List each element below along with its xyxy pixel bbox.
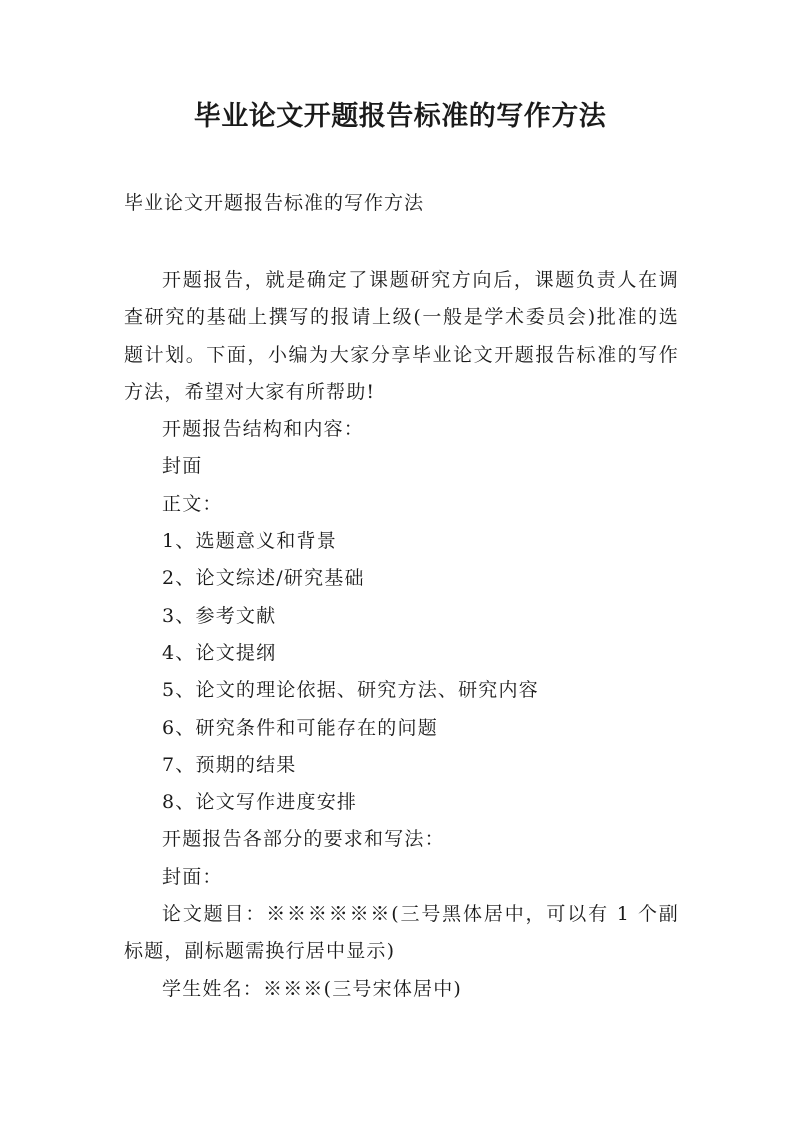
document-subtitle: 毕业论文开题报告标准的写作方法 xyxy=(124,192,425,214)
list-item: 4、论文提纲 xyxy=(162,641,277,664)
list-item: 7、预期的结果 xyxy=(162,753,297,776)
list-item: 3、参考文献 xyxy=(162,604,277,627)
list-item: 5、论文的理论依据、研究方法、研究内容 xyxy=(162,679,539,702)
intro-paragraph: 开题报告，就是确定了课题研究方向后，课题负责人在调查研究的基础上撰写的报请上级(一般是学术委员会)批准的选题计划。下面，小编为大家分享毕业论文开题报告标准的写作方法，希望对大家有所帮助! xyxy=(124,269,679,403)
list-item: 1、选题意义和背景 xyxy=(162,530,337,553)
student-name-line: 学生姓名：※※※(三号宋体居中) xyxy=(162,977,463,1000)
main-text-label: 正文： xyxy=(162,492,223,515)
list-item: 8、论文写作进度安排 xyxy=(162,791,358,814)
document-body xyxy=(124,262,679,1008)
requirements-heading: 开题报告各部分的要求和写法： xyxy=(162,828,445,851)
structure-heading: 开题报告结构和内容： xyxy=(162,418,365,441)
list-item: 2、论文综述/研究基础 xyxy=(162,567,365,590)
document-title: 毕业论文开题报告标准的写作方法 xyxy=(193,101,607,132)
thesis-title-paragraph: 论文题目：※※※※※※(三号黑体居中，可以有 1 个副标题，副标题需换行居中显示) xyxy=(124,903,679,963)
list-item: 6、研究条件和可能存在的问题 xyxy=(162,716,438,739)
cover-heading: 封面： xyxy=(162,865,223,888)
cover-label: 封面 xyxy=(162,455,203,478)
